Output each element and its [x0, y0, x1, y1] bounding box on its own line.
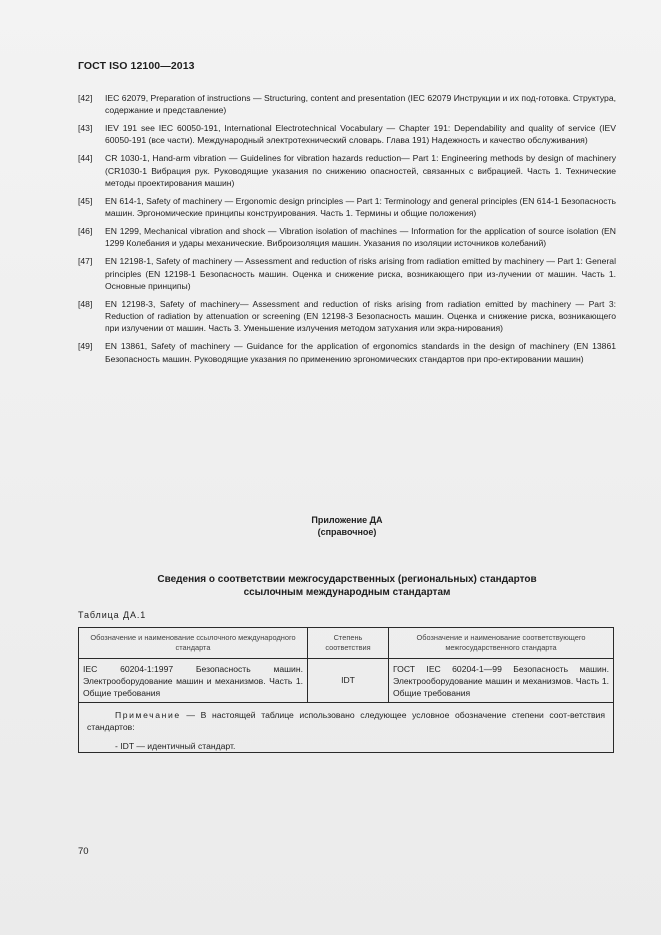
- reference-text: EN 614-1, Safety of machinery — Ergonomic design principles — Part 1: Terminology and general principles (EN 614-1 Безопасность машин. Эргономические принципы конструирования. Часть 1. Термины и общие положения): [105, 195, 616, 219]
- table-caption: Таблица ДА.1: [78, 610, 147, 620]
- table-header-cell: Обозначение и наименование ссылочного международного стандарта: [79, 628, 308, 658]
- table-cell-reference: IEC 60204-1:1997 Безопасность машин. Электрооборудование машин и механизмов. Часть 1. Общие требования: [79, 659, 308, 702]
- table-cell-national: ГОСТ IEC 60204-1—99 Безопасность машин. Электрооборудование машин и механизмов. Часть 1. Общие требования: [393, 664, 609, 699]
- annex-heading: [78, 514, 616, 538]
- section-title-line: ссылочным международным стандартам: [243, 587, 451, 598]
- reference-number: [43]: [78, 123, 93, 134]
- reference-number: [46]: [78, 226, 93, 237]
- section-title-line: Сведения о соответствии межгосударственных (региональных) стандартов: [157, 574, 537, 585]
- reference-item: [78, 152, 616, 189]
- document-header: ГОСТ ISO 12100—2013: [78, 60, 195, 72]
- reference-text: EN 13861, Safety of machinery — Guidance for the application of ergonomics standards in the design of machinery (EN 13861 Безопасность машин. Руководящие указания по применению эргономических стандартов при про-ектировании машин): [105, 341, 616, 364]
- reference-number: [44]: [78, 153, 93, 164]
- reference-text: IEV 191 see IEC 60050-191, International Electrotechnical Vocabulary — Chapter 191: Dependability and quality of service (IEV 60050-191 (все части). Международный электротехнический словарь. Глава 191) Надежность и качество обслуживания): [105, 123, 616, 146]
- note-text: — В настоящей таблице использовано следующее условное обозначение степени соот-ветствия стандартов:: [87, 710, 605, 733]
- note-paragraph: [87, 709, 605, 733]
- table-header-cell: Обозначение и наименование соответствующего межгосударственного стандарта: [416, 632, 586, 652]
- correspondence-table: [78, 627, 614, 753]
- reference-list: [78, 92, 616, 370]
- reference-item: [78, 225, 616, 250]
- annex-subtitle: (справочное): [317, 527, 377, 537]
- reference-number: [47]: [78, 256, 93, 267]
- reference-text: CR 1030-1, Hand-arm vibration — Guidelines for vibration hazards reduction— Part 1: Engineering methods by design of machinery (CR1030-1 Вибрация рук. Руководящие указания по снижению опасностей, связанных с вибрацией. Часть 1. Технические методы проектирования машин): [105, 153, 616, 188]
- table-note: [79, 703, 613, 753]
- section-title: [78, 573, 616, 599]
- reference-text: IEC 62079, Preparation of instructions — Structuring, content and presentation (IEC 62079 Инструкции и их под-готовка. Структура, содержание и представление): [105, 93, 616, 116]
- reference-item: [78, 92, 616, 117]
- reference-text: EN 12198-1, Safety of machinery — Assessment and reduction of risks arising from radiation emitted by machinery — Part 1: General principles (EN 12198-1 Безопасность машин. Оценка и снижение риска, возникающего при из-лучении от машин. Часть 1. Основные принципы): [105, 256, 616, 291]
- reference-number: [48]: [78, 298, 93, 309]
- reference-number: [42]: [78, 93, 93, 103]
- table-cell-degree: IDT: [308, 659, 389, 702]
- reference-item: [78, 255, 616, 292]
- reference-item: [78, 340, 616, 365]
- reference-item: [78, 195, 616, 220]
- reference-text: EN 1299, Mechanical vibration and shock — Vibration isolation of machines — Information for the application of source isolation (EN 1299 Колебания и удары механические. Виброизоляция машин. Указания по изоляции источников колебаний): [105, 226, 616, 249]
- reference-text: EN 12198-3, Safety of machinery— Assessment and reduction of risks arising from radiation emitted by machinery — Part 3: Reduction of radiation by attenuation or screening (EN 12198-3 Безопасность машин. Оценка и снижение риска, возникающего при излучении от машин. Часть 3. Уменьшение излучения методом затухания или экра-нирования): [105, 298, 616, 334]
- annex-title: Приложение ДА: [311, 515, 383, 525]
- page-number: 70: [78, 846, 89, 857]
- reference-item: [78, 298, 616, 335]
- table-header-row: [79, 628, 613, 659]
- reference-number: [49]: [78, 341, 93, 352]
- note-label: Примечание: [115, 710, 181, 720]
- table-header-cell: Степень соответствия: [308, 628, 389, 658]
- table-row: [79, 659, 613, 703]
- reference-item: [78, 122, 616, 147]
- note-list-item: - IDT — идентичный стандарт.: [115, 741, 236, 752]
- reference-number: [45]: [78, 195, 93, 206]
